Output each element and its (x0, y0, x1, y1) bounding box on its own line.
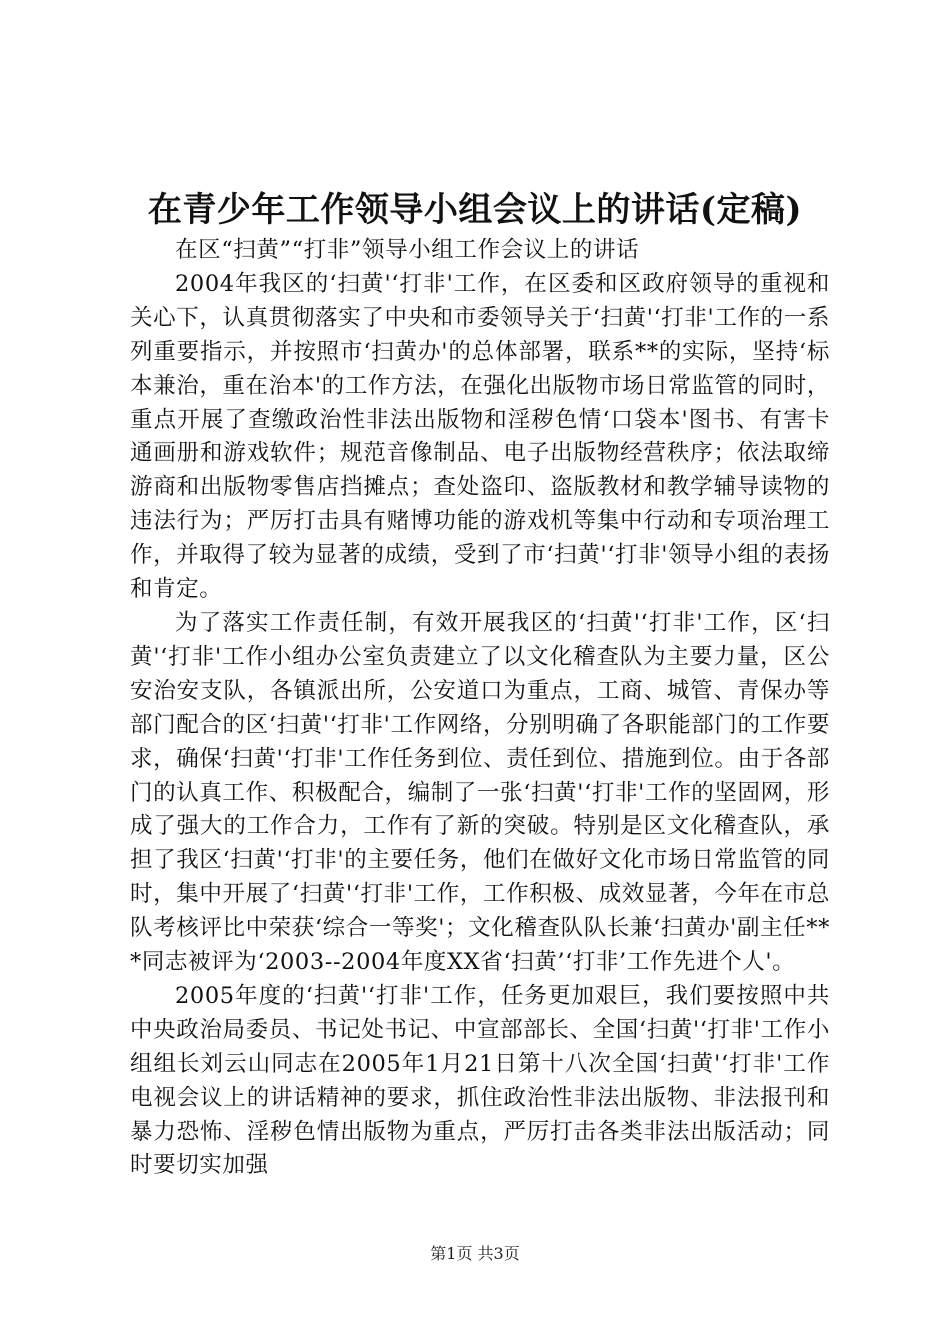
subtitle-paragraph: 在区“扫黄”“打非”领导小组工作会议上的讲话 (175, 237, 640, 263)
document-body (130, 234, 830, 1183)
page-number-footer: 第1页 共3页 (430, 1244, 520, 1263)
body-paragraph: 2005年度的‘扫黄'‘打非'工作，任务更加艰巨，我们要按照中共中央政治局委员、书记处书记、中宣部部长、全国‘扫黄'‘打非'工作小组组长刘云山同志在2005年1月21日第十八次全国‘扫黄'‘打非'工作电视会议上的讲话精神的要求，抓住政治性非法出版物、非法报刊和暴力恐怖、淫秽色情出版物为重点，严厉打击各类非法出版活动；同时要切实加强 (130, 982, 830, 1179)
body-paragraph: 为了落实工作责任制，有效开展我区的‘扫黄'‘打非'工作，区‘扫黄'‘打非'工作小组办公室负责建立了以文化稽查队为主要力量，区公安治安支队，各镇派出所，公安道口为重点，工商、城管、青保办等部门配合的区‘扫黄'‘打非'工作网络，分别明确了各职能部门的工作要求，确保‘扫黄'‘打非'工作任务到位、责任到位、措施到位。由于各部门的认真工作、积极配合，编制了一张‘扫黄'‘打非'工作的坚固网，形成了强大的工作合力，工作有了新的突破。特别是区文化稽查队，承担了我区‘扫黄'‘打非'的主要任务，他们在做好文化市场日常监管的同时，集中开展了‘扫黄'‘打非'工作，工作积极、成效显著，今年在市总队考核评比中荣获‘综合一等奖'；文化稽查队队长兼‘扫黄办'副主任***同志被评为‘2003--2004年度XX省‘扫黄’‘打非’工作先进个人'。 (130, 609, 830, 976)
body-paragraph: 2004年我区的‘扫黄'‘打非'工作，在区委和区政府领导的重视和关心下，认真贯彻落实了中央和市委领导关于‘扫黄'‘打非'工作的一系列重要指示，并按照市‘扫黄办'的总体部署，联系**的实际，坚持‘标本兼治，重在治本'的工作方法，在强化出版物市场日常监管的同时，重点开展了查缴政治性非法出版物和淫秽色情‘口袋本'图书、有害卡通画册和游戏软件；规范音像制品、电子出版物经营秩序；依法取缔游商和出版物零售店挡摊点；查处盗印、盗版教材和教学辅导读物的违法行为；严厉打击具有赌博功能的游戏机等集中行动和专项治理工作，并取得了较为显著的成绩，受到了市‘扫黄'‘打非'领导小组的表扬和肯定。 (130, 270, 830, 603)
document-title: 在青少年工作领导小组会议上的讲话(定稿) (147, 190, 803, 230)
